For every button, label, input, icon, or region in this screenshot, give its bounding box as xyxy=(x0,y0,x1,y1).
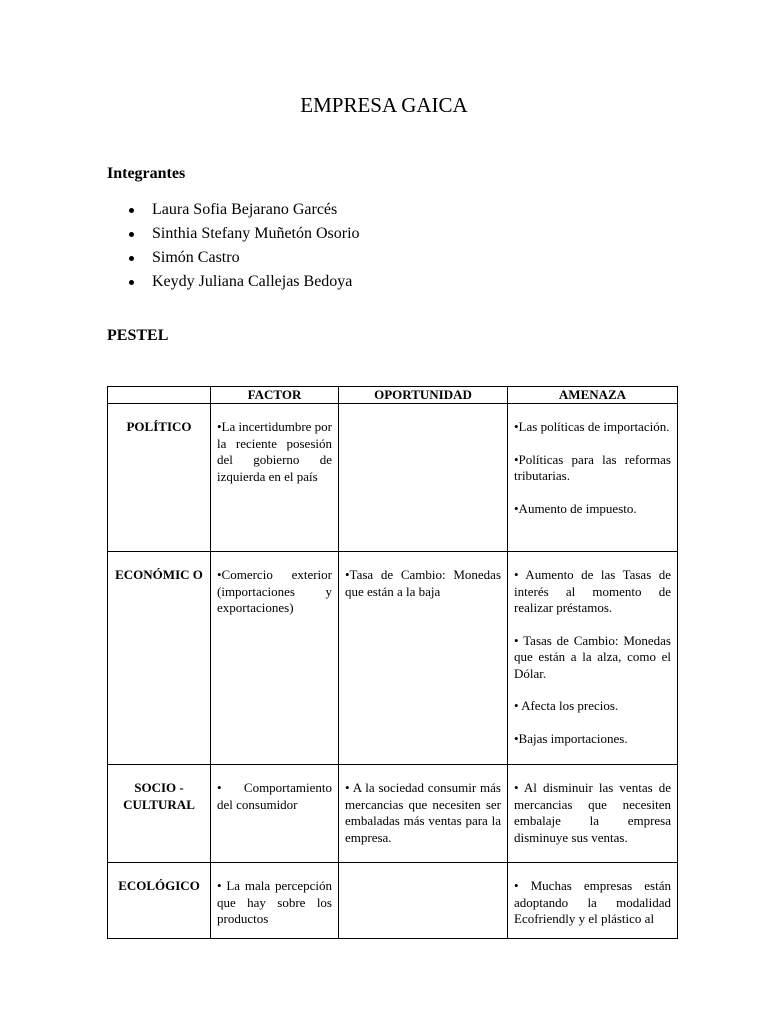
cell-factor xyxy=(211,863,339,939)
member-item: Simón Castro xyxy=(107,246,360,270)
cell-paragraph: •Políticas para las reformas tributarias. xyxy=(514,451,671,483)
table-row xyxy=(108,404,678,552)
cell-paragraph: • Tasas de Cambio: Monedas que están a la alza, como el Dólar. xyxy=(514,632,671,681)
cell-paragraph: •Aumento de impuesto. xyxy=(514,500,637,516)
header-amenaza: AMENAZA xyxy=(508,387,678,404)
members-list xyxy=(107,198,360,294)
cell-factor xyxy=(211,765,339,863)
cell-oportunidad xyxy=(339,863,508,939)
row-label: POLÍTICO xyxy=(108,404,211,552)
members-heading: Integrantes xyxy=(107,165,186,182)
cell-paragraph: • Afecta los precios. xyxy=(514,698,619,713)
member-item: Sinthia Stefany Muñetón Osorio xyxy=(107,222,360,246)
cell-paragraph: • Aumento de las Tasas de interés al momento de realizar préstamos. xyxy=(514,567,671,615)
cell-oportunidad xyxy=(339,404,508,552)
cell-oportunidad xyxy=(339,765,508,863)
cell-amenaza xyxy=(508,404,678,552)
pestel-heading: PESTEL xyxy=(107,327,169,344)
member-item: Laura Sofia Bejarano Garcés xyxy=(107,198,360,222)
row-label: SOCIO - CULTURAL xyxy=(108,765,211,863)
document-title: EMPRESA GAICA xyxy=(300,93,468,117)
cell-paragraph: •Bajas importaciones. xyxy=(514,730,628,746)
header-empty xyxy=(108,387,211,404)
cell-paragraph: • Comportamiento del consumidor xyxy=(217,780,332,812)
cell-paragraph: •Tasa de Cambio: Monedas que están a la baja xyxy=(345,567,501,599)
cell-paragraph: • A la sociedad consumir más mercancias que necesiten ser embaladas más ventas para la empresa. xyxy=(345,780,501,845)
pestel-table xyxy=(107,386,678,939)
table-row xyxy=(108,863,678,939)
cell-factor xyxy=(211,404,339,552)
cell-paragraph: • Al disminuir las ventas de mercancias que necesiten embalaje la empresa disminuye sus ventas. xyxy=(514,780,671,845)
row-label: ECONÓMIC O xyxy=(108,552,211,765)
table-row xyxy=(108,765,678,863)
cell-amenaza xyxy=(508,765,678,863)
row-label: ECOLÓGICO xyxy=(108,863,211,939)
table-header-row xyxy=(108,387,678,404)
table-row xyxy=(108,552,678,765)
cell-paragraph: •Las políticas de importación. xyxy=(514,419,670,434)
header-oportunidad: OPORTUNIDAD xyxy=(339,387,508,404)
cell-paragraph: • Muchas empresas están adoptando la modalidad Ecofriendly y el plástico al xyxy=(514,878,671,926)
header-factor: FACTOR xyxy=(211,387,339,404)
cell-paragraph: •La incertidumbre por la reciente posesión del gobierno de izquierda en el país xyxy=(217,419,333,484)
cell-amenaza xyxy=(508,552,678,765)
cell-oportunidad xyxy=(339,552,508,765)
cell-amenaza xyxy=(508,863,678,939)
cell-factor xyxy=(211,552,339,765)
member-item: Keydy Juliana Callejas Bedoya xyxy=(107,270,360,294)
cell-paragraph: • La mala percepción que hay sobre los productos xyxy=(217,878,332,926)
cell-paragraph: •Comercio exterior (importaciones y exportaciones) xyxy=(217,567,332,615)
